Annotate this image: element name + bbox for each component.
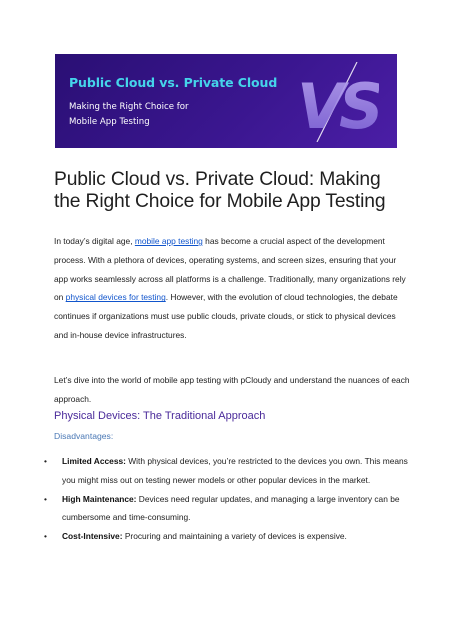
hero-banner	[55, 54, 397, 148]
sub-heading: Disadvantages:	[54, 431, 114, 441]
section-heading: Physical Devices: The Traditional Approach	[54, 410, 266, 422]
paragraph-2: Let’s dive into the world of mobile app testing with pCloudy and understand the nuances of each approach.	[54, 375, 410, 404]
physical-devices-link[interactable]: physical devices for testing	[65, 292, 166, 303]
vs-text: VS	[297, 70, 378, 142]
intro-text-2: has become a crucial aspect of the development process. With a plethora of devices, operating systems, and screen sizes, ensuring that your app works seamlessly across all platforms is a challenge. Traditionally, many organizations rely on	[54, 236, 406, 303]
bullet-icon: •	[44, 531, 47, 542]
intro-paragraph	[54, 232, 410, 345]
intro-text-1: In today’s digital age,	[54, 236, 135, 246]
list-item	[40, 452, 410, 490]
list-item	[40, 527, 410, 546]
intro-text-3: . However, with the evolution of cloud technologies, the debate continues if organizations must use public clouds, private clouds, or stick to physical devices and in-house device infrastructures.	[54, 292, 398, 340]
bullet-text: Devices need regular updates, and managing a large inventory can be cumbersome and time-consuming.	[62, 493, 400, 523]
banner-title: Public Cloud vs. Private Cloud	[69, 75, 278, 90]
bullet-label: Cost-Intensive:	[62, 531, 123, 542]
vs-graphic	[295, 62, 379, 142]
bullet-icon: •	[44, 456, 47, 466]
mobile-app-testing-link[interactable]: mobile app testing	[134, 236, 203, 246]
bullet-text: With physical devices, you’re restricted to the devices you own. This means you might miss out on testing newer models or other popular devices in the market.	[62, 456, 408, 485]
banner-subtitle-line2: Mobile App Testing	[69, 117, 150, 127]
disadvantages-list	[40, 452, 410, 546]
bullet-text: Procuring and maintaining a variety of devices is expensive.	[122, 531, 347, 542]
bullet-label: High Maintenance:	[62, 493, 137, 504]
banner-subtitle	[69, 100, 229, 130]
bullet-label: Limited Access:	[62, 456, 126, 466]
page-title: Public Cloud vs. Private Cloud: Making the Right Choice for Mobile App Testing	[54, 169, 386, 212]
banner-subtitle-line1: Making the Right Choice for	[69, 102, 189, 112]
list-item	[40, 490, 410, 528]
bullet-icon: •	[44, 493, 47, 504]
